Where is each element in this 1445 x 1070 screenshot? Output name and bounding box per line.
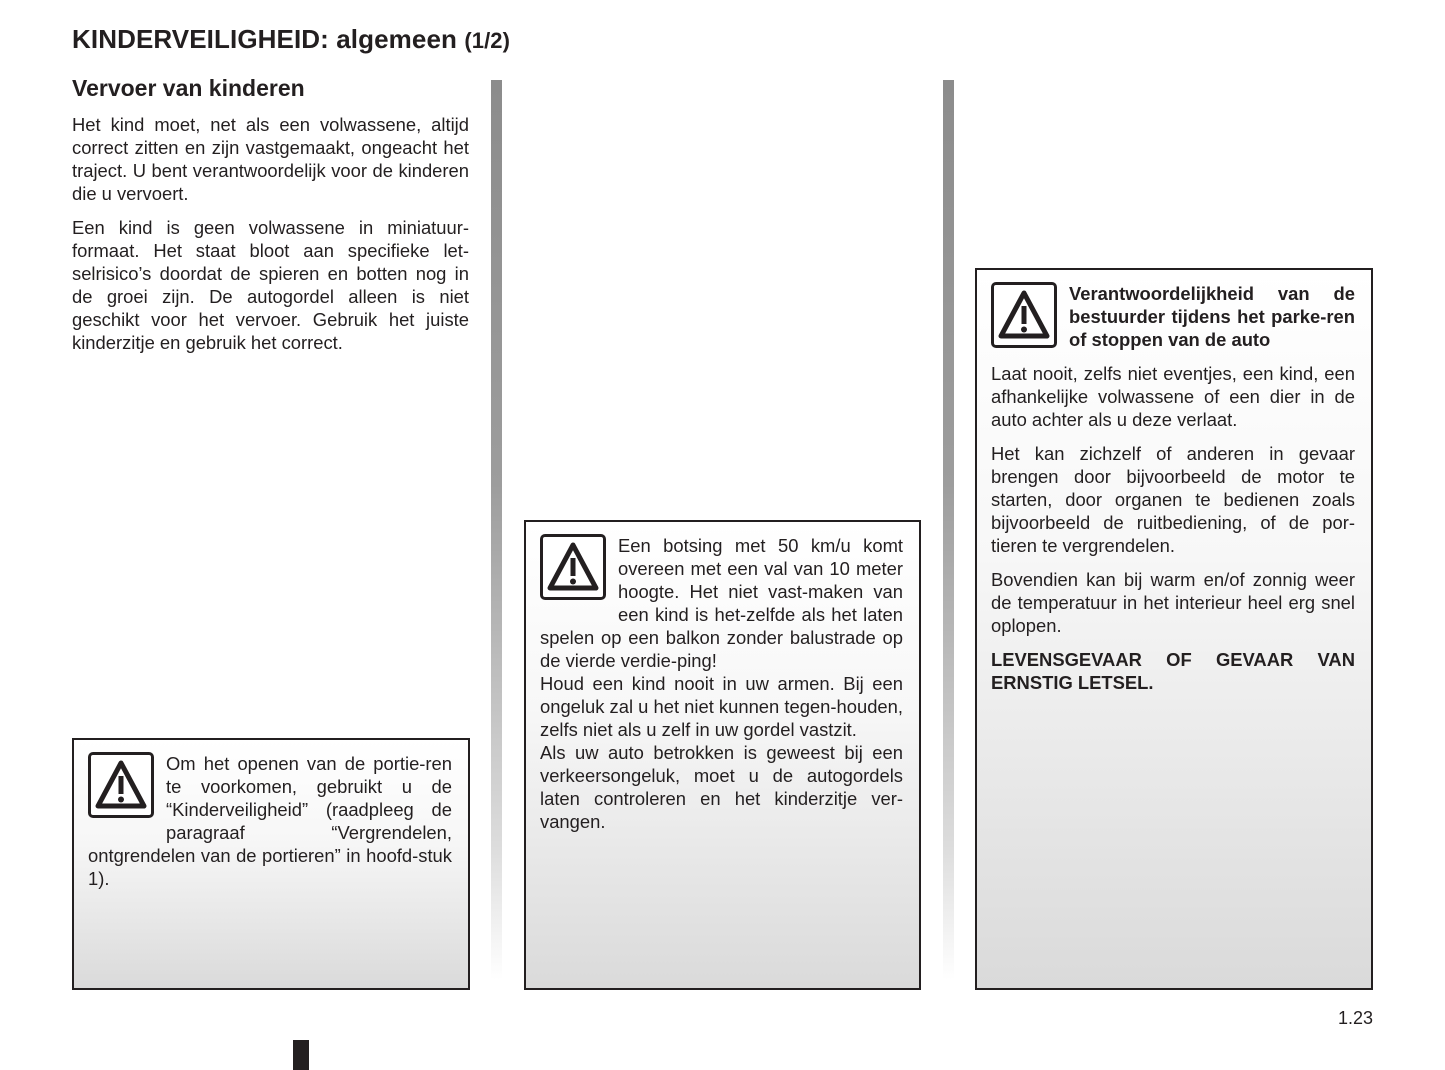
page-title bbox=[72, 24, 510, 55]
warning-collision-paragraph-1: Een botsing met 50 km/u komt overeen met een val van 10 meter hoogte. Het niet vast-maken van een kind is het-zelfde als het laten spelen op een balkon zonder balustrade op de vierde verdie-ping! bbox=[540, 535, 903, 671]
column-divider-left bbox=[491, 80, 502, 980]
warning-doors-text: Om het openen van de portie-ren te voorkomen, gebruikt u de “Kinderveiligheid” (raadpleeg de paragraaf “Vergrendelen, ontgrendelen van de portieren” in hoofd-stuk 1). bbox=[88, 753, 452, 889]
warning-collision-paragraph-3: Als uw auto betrokken is geweest bij een verkeersongeluk, moet u de autogordels laten controleren en het kinderzitje ver-vangen. bbox=[540, 742, 903, 832]
warning-parking-paragraph-1: Laat nooit, zelfs niet eventjes, een kind, een afhankelijke volwassene of een dier in de auto achter als u deze verlaat. bbox=[991, 363, 1355, 430]
warning-parking-emphasis: LEVENSGEVAAR OF GEVAAR VAN ERNSTIG LETSEL. bbox=[991, 649, 1355, 693]
intro-paragraph-1: Het kind moet, net als een volwassene, altijd correct zitten en zijn vastgemaakt, ongeacht het traject. U bent verantwoordelijk voor de kinderen die u vervoert. bbox=[72, 114, 469, 204]
warning-parking-paragraph-2: Het kan zichzelf of anderen in gevaar brengen door bijvoorbeeld de motor te starten, door organen te bedienen zoals bijvoorbeeld de ruitbediening, of de por-tieren te vergrendelen. bbox=[991, 443, 1355, 556]
column-divider-right bbox=[943, 80, 954, 980]
intro-text bbox=[72, 113, 469, 365]
section-heading: Vervoer van kinderen bbox=[72, 75, 305, 101]
warning-triangle-icon bbox=[991, 282, 1057, 348]
warning-triangle-icon bbox=[540, 534, 606, 600]
warning-box-doors bbox=[72, 738, 470, 990]
warning-box-collision bbox=[524, 520, 921, 990]
page-title-main: KINDERVEILIGHEID: algemeen bbox=[72, 24, 457, 54]
page-title-suffix: (1/2) bbox=[464, 28, 511, 53]
page-tab-marker bbox=[293, 1040, 309, 1070]
warning-box-parking bbox=[975, 268, 1373, 990]
warning-parking-paragraph-3: Bovendien kan bij warm en/of zonnig weer de temperatuur in het interieur heel erg snel oplopen. bbox=[991, 569, 1355, 636]
warning-collision-paragraph-2: Houd een kind nooit in uw armen. Bij een ongeluk zal u het niet kunnen tegen-houden, zelfs niet als u zelf in uw gordel vastzit. bbox=[540, 673, 903, 740]
warning-parking-heading: Verantwoordelijkheid van de bestuurder tijdens het parke-ren of stoppen van de auto bbox=[1069, 283, 1355, 350]
page-number: 1.23 bbox=[1337, 1008, 1373, 1028]
warning-triangle-icon bbox=[88, 752, 154, 818]
intro-paragraph-2: Een kind is geen volwassene in miniatuur-formaat. Het staat bloot aan specifieke let-selrisico’s doordat de spieren en botten nog in de groei zijn. De autogordel alleen is niet geschikt voor het vervoer. Gebruik het juiste kinderzitje en gebruik het correct. bbox=[72, 217, 469, 353]
